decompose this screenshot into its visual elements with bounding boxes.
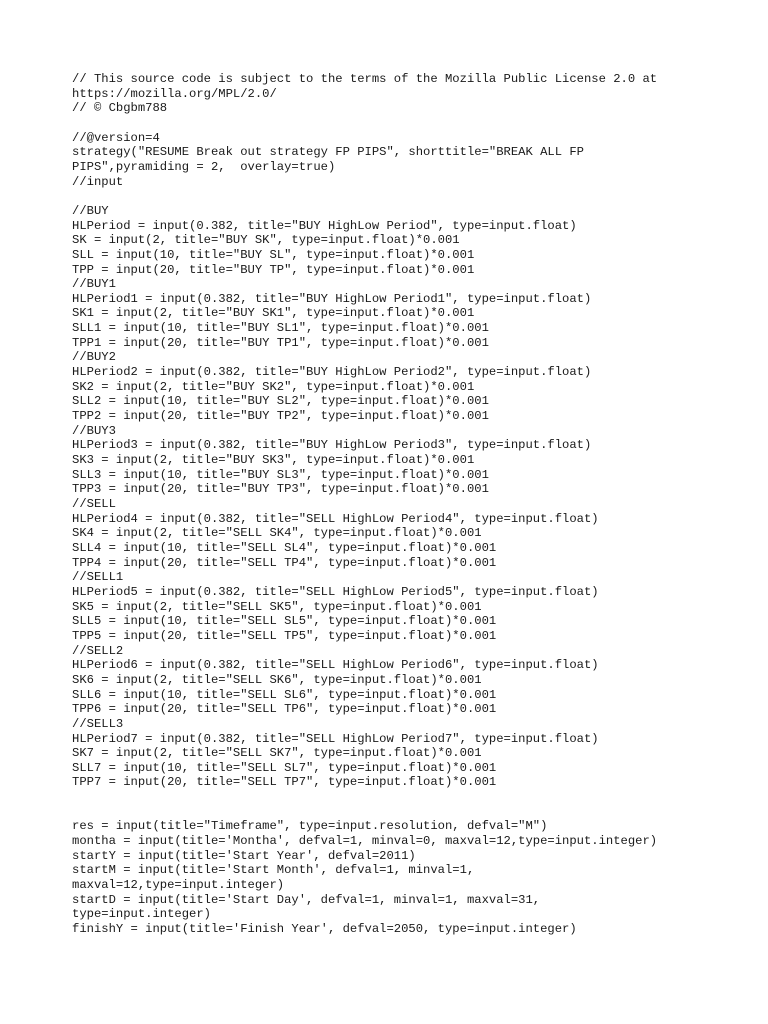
code-line: HLPeriod4 = input(0.382, title="SELL HighLow Period4", type=input.float) xyxy=(72,511,599,526)
code-line: HLPeriod3 = input(0.382, title="BUY HighLow Period3", type=input.float) xyxy=(72,438,592,453)
code-line: HLPeriod2 = input(0.382, title="BUY HighLow Period2", type=input.float) xyxy=(72,365,592,380)
code-line: SK1 = input(2, title="BUY SK1", type=input.float)*0.001 xyxy=(72,306,475,321)
code-line: TPP5 = input(20, title="SELL TP5", type=input.float)*0.001 xyxy=(72,628,497,643)
code-line: startM = input(title='Start Month', defval=1, minval=1, xyxy=(72,863,475,878)
code-line: TPP = input(20, title="BUY TP", type=input.float)*0.001 xyxy=(72,262,475,277)
code-line: //input xyxy=(72,174,124,189)
blank-line xyxy=(72,790,752,805)
code-line: strategy("RESUME Break out strategy FP PIPS", shorttitle="BREAK ALL FP xyxy=(72,145,584,160)
code-line: type=input.integer) xyxy=(72,907,211,922)
code-line: SK4 = input(2, title="SELL SK4", type=input.float)*0.001 xyxy=(72,526,482,541)
code-line: SK = input(2, title="BUY SK", type=input.float)*0.001 xyxy=(72,233,460,248)
code-line: startD = input(title='Start Day', defval=1, minval=1, maxval=31, xyxy=(72,892,541,907)
code-line: SLL3 = input(10, title="BUY SL3", type=input.float)*0.001 xyxy=(72,467,489,482)
code-line: SLL = input(10, title="BUY SL", type=input.float)*0.001 xyxy=(72,247,475,262)
code-line: // This source code is subject to the terms of the Mozilla Public License 2.0 at xyxy=(72,72,658,86)
code-line: //SELL2 xyxy=(72,643,124,658)
code-line: //@version=4 xyxy=(72,130,160,145)
code-line: PIPS",pyramiding = 2, overlay=true) xyxy=(72,159,336,174)
code-line: maxval=12,type=input.integer) xyxy=(72,878,285,893)
code-line: TPP7 = input(20, title="SELL TP7", type=input.float)*0.001 xyxy=(72,775,497,790)
code-line: //BUY2 xyxy=(72,350,116,365)
code-line: HLPeriod5 = input(0.382, title="SELL HighLow Period5", type=input.float) xyxy=(72,584,599,599)
code-line: SLL2 = input(10, title="BUY SL2", type=input.float)*0.001 xyxy=(72,394,489,409)
code-line: SLL5 = input(10, title="SELL SL5", type=input.float)*0.001 xyxy=(72,614,497,629)
code-line: HLPeriod6 = input(0.382, title="SELL HighLow Period6", type=input.float) xyxy=(72,658,599,673)
code-line: SK6 = input(2, title="SELL SK6", type=input.float)*0.001 xyxy=(72,672,482,687)
code-line: SLL6 = input(10, title="SELL SL6", type=input.float)*0.001 xyxy=(72,687,497,702)
code-line: https://mozilla.org/MPL/2.0/ xyxy=(72,86,277,101)
blank-line xyxy=(72,805,752,820)
code-line: SLL1 = input(10, title="BUY SL1", type=input.float)*0.001 xyxy=(72,321,489,336)
code-line: //SELL1 xyxy=(72,570,124,585)
code-line: //SELL xyxy=(72,497,116,511)
code-line: SK3 = input(2, title="BUY SK3", type=input.float)*0.001 xyxy=(72,453,475,468)
code-line: TPP3 = input(20, title="BUY TP3", type=input.float)*0.001 xyxy=(72,482,489,497)
source-code-block xyxy=(72,72,752,937)
blank-line xyxy=(72,189,752,204)
code-line: montha = input(title='Montha', defval=1, minval=0, maxval=12,type=input.integer) xyxy=(72,834,658,849)
code-line: SK5 = input(2, title="SELL SK5", type=input.float)*0.001 xyxy=(72,599,482,614)
code-line: SK7 = input(2, title="SELL SK7", type=input.float)*0.001 xyxy=(72,746,482,761)
code-line: SLL4 = input(10, title="SELL SL4", type=input.float)*0.001 xyxy=(72,540,497,555)
code-line: SLL7 = input(10, title="SELL SL7", type=input.float)*0.001 xyxy=(72,760,497,775)
blank-line xyxy=(72,116,752,131)
code-line: TPP6 = input(20, title="SELL TP6", type=input.float)*0.001 xyxy=(72,702,497,717)
code-line: // © Cbgbm788 xyxy=(72,101,168,116)
code-line: TPP1 = input(20, title="BUY TP1", type=input.float)*0.001 xyxy=(72,335,489,350)
code-line: //BUY3 xyxy=(72,423,116,438)
code-line: SK2 = input(2, title="BUY SK2", type=input.float)*0.001 xyxy=(72,379,475,394)
code-line: HLPeriod7 = input(0.382, title="SELL HighLow Period7", type=input.float) xyxy=(72,731,599,746)
code-line: startY = input(title='Start Year', defval=2011) xyxy=(72,848,416,863)
code-line: finishY = input(title='Finish Year', defval=2050, type=input.integer) xyxy=(72,922,577,936)
code-line: //SELL3 xyxy=(72,716,124,731)
code-line: HLPeriod1 = input(0.382, title="BUY HighLow Period1", type=input.float) xyxy=(72,291,592,306)
code-line: TPP2 = input(20, title="BUY TP2", type=input.float)*0.001 xyxy=(72,409,489,424)
code-line: //BUY1 xyxy=(72,277,116,292)
code-line: //BUY xyxy=(72,203,109,218)
code-line: TPP4 = input(20, title="SELL TP4", type=input.float)*0.001 xyxy=(72,555,497,570)
code-line: res = input(title="Timeframe", type=input.resolution, defval="M") xyxy=(72,819,548,834)
code-line: HLPeriod = input(0.382, title="BUY HighLow Period", type=input.float) xyxy=(72,218,577,233)
